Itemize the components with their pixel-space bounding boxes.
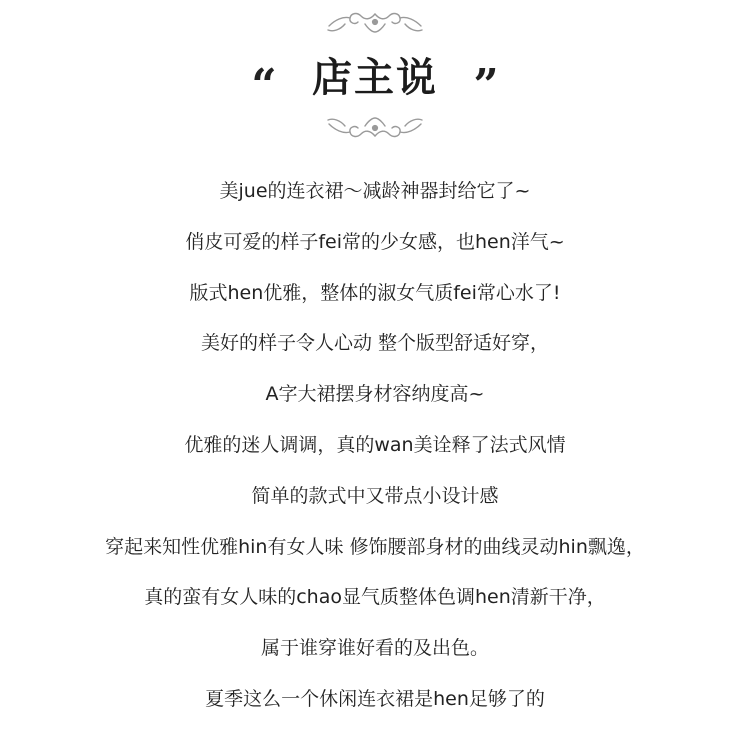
decorative-flourish-top-icon	[325, 8, 425, 38]
description-line: 优雅的迷人调调，真的wan美诠释了法式风情	[184, 433, 566, 456]
description-line: 简单的款式中又带点小设计感	[251, 484, 499, 507]
description-text-block	[0, 166, 750, 725]
opening-quote-mark: “	[251, 60, 277, 111]
description-line: 美好的样子令人心动 整个版型舒适好穿，	[200, 332, 550, 355]
description-line: 夏季这么一个休闲连衣裙是hen足够了的	[205, 687, 545, 710]
page-title: 店主说	[312, 55, 438, 101]
description-line: 穿起来知性优雅hin有女人味 修饰腰部身材的曲线灵动hin飘逸，	[105, 535, 645, 558]
description-line: 属于谁穿谁好看的及出色。	[260, 637, 489, 660]
description-line: 美jue的连衣裙～减龄神器封给它了~	[219, 180, 531, 202]
description-line: 俏皮可爱的样子fei常的少女感，也hen洋气~	[185, 230, 565, 253]
description-line: 真的蛮有女人味的chao显气质整体色调hen清新干净，	[144, 586, 606, 609]
closing-quote-mark: ”	[473, 60, 499, 111]
description-line: 版式hen优雅，整体的淑女气质fei常心水了!	[189, 281, 561, 304]
description-line: A字大裙摆身材容纳度高~	[265, 383, 485, 406]
decorative-flourish-bottom-icon	[325, 112, 425, 142]
title-row	[0, 50, 750, 111]
header-section	[0, 0, 750, 160]
